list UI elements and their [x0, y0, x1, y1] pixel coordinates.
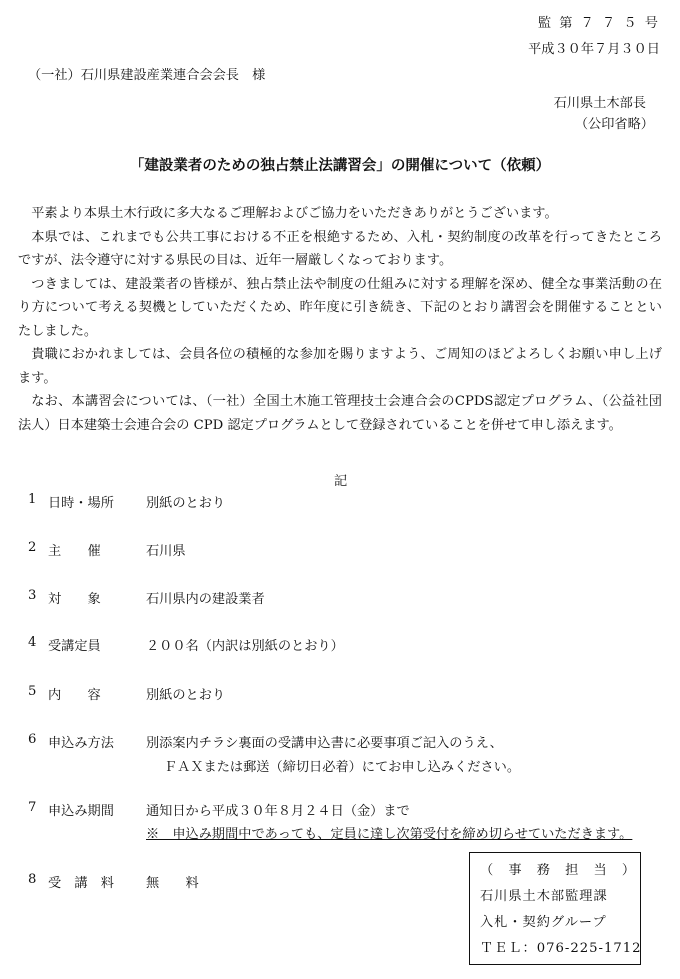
- sender: 石川県土木部長: [553, 96, 646, 111]
- document-title: 「建設業者のための独占禁止法講習会」の開催について（依頼）: [129, 157, 551, 174]
- item-value: 通知日から平成３０年８月２４日（金）まで: [146, 804, 410, 819]
- deadline-note: ※ 申込み期間中であっても、定員に達し次第受付を締め切らせていただきます。: [146, 827, 633, 842]
- contact-tel: ＴＥＬ：076-225-1712: [480, 941, 642, 956]
- recipient: （一社）石川県建設産業連合会会長 様: [28, 68, 266, 83]
- item-number: 2: [28, 540, 37, 555]
- body-paragraph-5: なお、本講習会については、（一社）全国土木施工管理技士会連合会のCPDS認定プログラム、（公益社団法人）日本建築士会連合会の CPD 認定プログラムとして登録されていることを併せて申し添えます。: [18, 394, 662, 433]
- item-value: 無 料: [146, 876, 199, 891]
- body-text: [18, 202, 662, 437]
- body-paragraph-2: 本県では、これまでも公共工事における不正を根絶するため、入札・契約制度の改革を行ってきたところですが、法令遵守に対する県民の目は、近年一層厳しくなっております。: [18, 229, 662, 268]
- contact-dept: 石川県土木部監理課: [480, 889, 608, 904]
- contact-heading: （ 事 務 担 当 ）: [480, 863, 637, 878]
- item-label: 申込み期間: [48, 804, 114, 819]
- item-label: 内 容: [48, 688, 101, 703]
- item-number: 8: [28, 872, 37, 887]
- item-number: 1: [28, 492, 37, 507]
- item-value: 別紙のとおり: [146, 496, 226, 511]
- document-number: 監 第 ７ ７ ５ 号: [537, 16, 660, 31]
- item-label: 受 講 料: [48, 876, 114, 891]
- item-label: 主 催: [48, 544, 101, 559]
- contact-box: [469, 852, 641, 965]
- item-number: 4: [28, 635, 37, 650]
- item-value: 別添案内チラシ裏面の受講申込書に必要事項ご記入のうえ、: [146, 736, 503, 751]
- document-date: 平成３０年７月３０日: [528, 42, 660, 57]
- body-paragraph-4: 貴職におかれましては、会員各位の積極的な参加を賜りますよう、ご周知のほどよろしくお願い申し上げます。: [18, 347, 662, 386]
- item-value: 石川県内の建設業者: [146, 592, 265, 607]
- item-value: 石川県: [146, 544, 186, 559]
- item-number: 6: [28, 732, 37, 747]
- contact-group: 入札・契約グループ: [480, 915, 607, 930]
- item-label: 受講定員: [48, 639, 101, 654]
- item-value: ２００名（内訳は別紙のとおり）: [146, 639, 344, 654]
- item-label: 申込み方法: [48, 736, 114, 751]
- item-value-line-2: ＦＡＸまたは郵送（締切日必着）にてお申し込みください。: [164, 760, 521, 775]
- seal-note: （公印省略）: [574, 117, 654, 132]
- body-paragraph-3: つきましては、建設業者の皆様が、独占禁止法や制度の仕組みに対する理解を深め、健全な事業活動の在り方について考える契機としていただくため、昨年度に引き続き、下記のとおり講習会を開催することといたしました。: [18, 276, 662, 339]
- item-number: 5: [28, 684, 37, 699]
- ki-heading: 記: [334, 474, 348, 489]
- item-number: 3: [28, 588, 37, 603]
- item-label: 対 象: [48, 592, 101, 607]
- body-paragraph-1: 平素より本県土木行政に多大なるご理解およびご協力をいただきありがとうございます。: [31, 206, 558, 221]
- item-number: 7: [28, 800, 37, 815]
- item-label: 日時・場所: [48, 496, 114, 511]
- item-value: 別紙のとおり: [146, 688, 226, 703]
